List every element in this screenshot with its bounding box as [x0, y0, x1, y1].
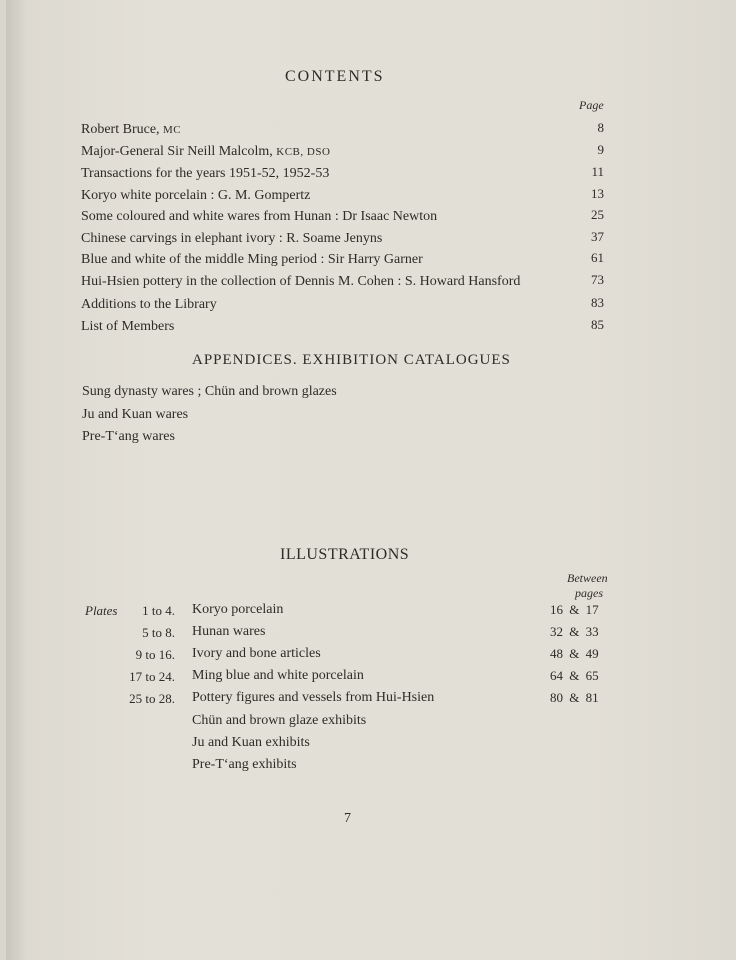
contents-entry: Additions to the Library	[81, 297, 217, 312]
illustration-pages: 32 & 33	[550, 624, 599, 639]
entry-page: 8	[597, 120, 604, 135]
plates-label: Plates	[85, 603, 118, 618]
entry-page: 13	[591, 186, 604, 201]
entry-page: 73	[591, 272, 604, 287]
illustration-pages: 16 & 17	[550, 602, 599, 617]
entry-page: 11	[591, 164, 604, 179]
page-column-label: Page	[579, 98, 604, 112]
illustration-entry: Ming blue and white porcelain	[192, 668, 364, 683]
entry-page: 25	[591, 207, 604, 222]
illustration-entry: Ivory and bone articles	[192, 646, 321, 661]
entry-title: Robert Bruce,	[81, 122, 160, 137]
contents-heading: CONTENTS	[285, 68, 385, 85]
illustration-entry: Pre-T‘ang exhibits	[192, 757, 297, 772]
entry-honours: KCB, DSO	[276, 146, 331, 158]
plate-range: 25 to 28.	[129, 691, 175, 706]
appendix-entry: Pre-T‘ang wares	[82, 429, 175, 444]
entry-page: 83	[591, 295, 604, 310]
illustration-pages: 64 & 65	[550, 668, 599, 683]
entry-page: 85	[591, 317, 604, 332]
plate-range: 9 to 16.	[135, 647, 175, 662]
illustration-entry: Pottery figures and vessels from Hui-Hsien	[192, 690, 435, 705]
illustration-pages: 80 & 81	[550, 690, 599, 705]
plate-range: 1 to 4.	[142, 603, 175, 618]
illustrations-heading: ILLUSTRATIONS	[280, 546, 410, 563]
pages-label: pages	[575, 586, 603, 600]
illustration-entry: Ju and Kuan exhibits	[192, 735, 310, 750]
appendices-heading: APPENDICES. EXHIBITION CATALOGUES	[192, 352, 511, 368]
entry-page: 61	[591, 250, 604, 265]
plate-range: 17 to 24.	[129, 669, 175, 684]
illustration-pages: 48 & 49	[550, 646, 599, 661]
illustration-entry: Koryo porcelain	[192, 602, 284, 617]
entry-honours: MC	[163, 124, 182, 136]
plate-range: 5 to 8.	[142, 625, 175, 640]
book-page	[6, 0, 736, 960]
entry-title: Major-General Sir Neill Malcolm,	[81, 144, 273, 159]
illustration-entry: Hunan wares	[192, 624, 266, 639]
appendix-entry: Sung dynasty wares ; Chün and brown glazes	[82, 384, 337, 399]
page-number: 7	[344, 811, 351, 826]
contents-entry	[81, 144, 330, 160]
contents-entry: Blue and white of the middle Ming period : Sir Harry Garner	[81, 252, 423, 267]
contents-entry: List of Members	[81, 319, 175, 334]
entry-page: 37	[591, 229, 604, 244]
contents-entry: Some coloured and white wares from Hunan : Dr Isaac Newton	[81, 209, 438, 224]
contents-entry: Koryo white porcelain : G. M. Gompertz	[81, 188, 311, 203]
contents-entry: Hui-Hsien pottery in the collection of Dennis M. Cohen : S. Howard Hansford	[81, 274, 521, 289]
contents-entry	[81, 122, 181, 138]
appendix-entry: Ju and Kuan wares	[82, 407, 189, 422]
illustration-entry: Chün and brown glaze exhibits	[192, 713, 367, 728]
contents-entry: Chinese carvings in elephant ivory : R. Soame Jenyns	[81, 231, 383, 246]
entry-page: 9	[597, 142, 604, 157]
between-label: Between	[567, 571, 608, 585]
contents-entry: Transactions for the years 1951-52, 1952-53	[81, 166, 330, 181]
